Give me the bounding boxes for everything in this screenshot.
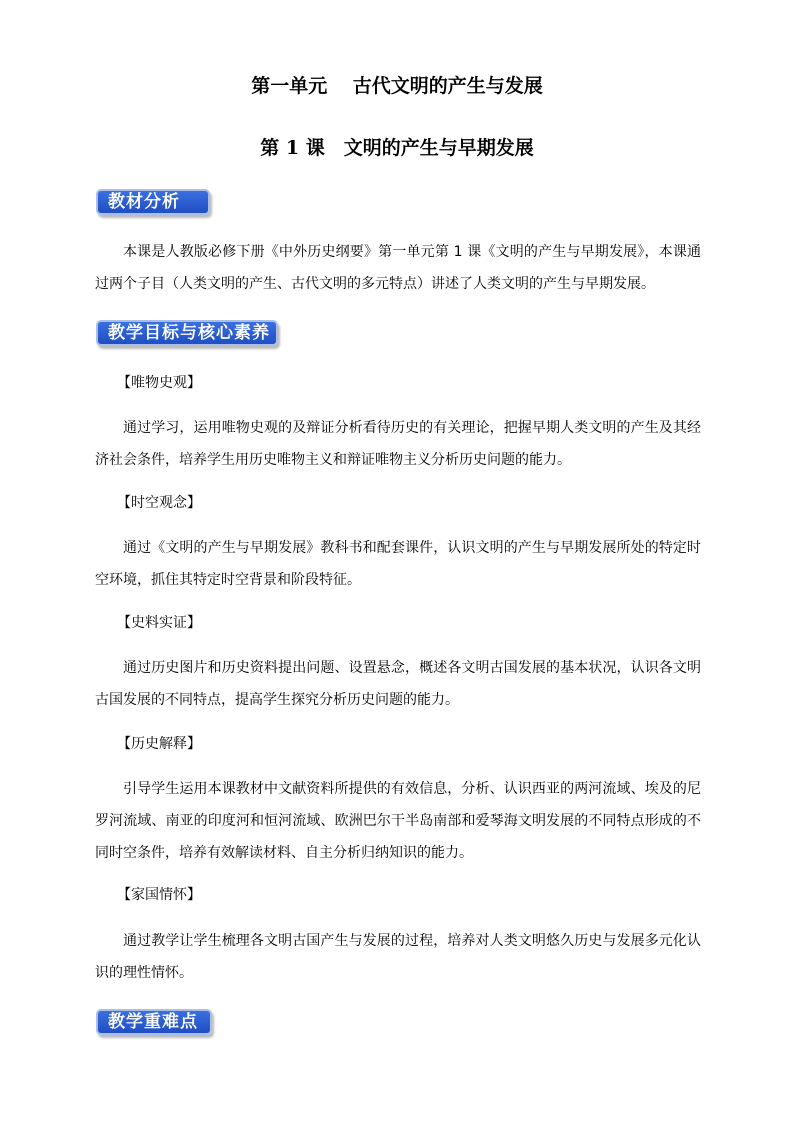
goal-heading-spacetime: 【时空观念】	[117, 495, 201, 511]
goal-text-spacetime: 通过《文明的产生与早期发展》教科书和配套课件，认识文明的产生与早期发展所处的特定时空环境，抓住其特定时空背景和阶段特征。	[95, 540, 701, 588]
goal-text-patriotism: 通过教学让学生梳理各文明古国产生与发展的过程，培养对人类文明悠久历史与发展多元化认识的理性情怀。	[95, 933, 701, 981]
section-badge-key-points: 教学重难点	[96, 1009, 212, 1035]
goal-text-interpretation: 引导学生运用本课教材中文献资料所提供的有效信息，分析、认识西亚的两河流域、埃及的尼罗河流域、南亚的印度河和恒河流域、欧洲巴尔干半岛南部和爱琴海文明发展的不同特点形成的不同时空条件，培养有效解读材料、自主分析归纳知识的能力。	[95, 781, 701, 861]
goal-heading-materialism: 【唯物史观】	[117, 375, 201, 391]
goal-heading-patriotism: 【家国情怀】	[117, 887, 201, 903]
section-badge-goals: 教学目标与核心素养	[96, 320, 278, 346]
goal-text-evidence: 通过历史图片和历史资料提出问题、设置悬念，概述各文明古国发展的基本状况，认识各文明古国发展的不同特点，提高学生探究分析历史问题的能力。	[95, 660, 701, 708]
goal-heading-evidence: 【史料实证】	[117, 615, 201, 631]
goal-heading-interpretation: 【历史解释】	[117, 736, 201, 752]
analysis-paragraph: 本课是人教版必修下册《中外历史纲要》第一单元第 1 课《文明的产生与早期发展》，本课通过两个子目（人类文明的产生、古代文明的多元特点）讲述了人类文明的产生与早期发展。	[95, 244, 701, 292]
unit-title: 第一单元 古代文明的产生与发展	[251, 75, 543, 97]
goal-text-materialism: 通过学习，运用唯物史观的及辩证分析看待历史的有关理论，把握早期人类文明的产生及其经济社会条件，培养学生用历史唯物主义和辩证唯物主义分析历史问题的能力。	[95, 420, 701, 468]
section-badge-analysis: 教材分析	[96, 189, 210, 215]
lesson-title: 第 1 课 文明的产生与早期发展	[260, 137, 534, 159]
